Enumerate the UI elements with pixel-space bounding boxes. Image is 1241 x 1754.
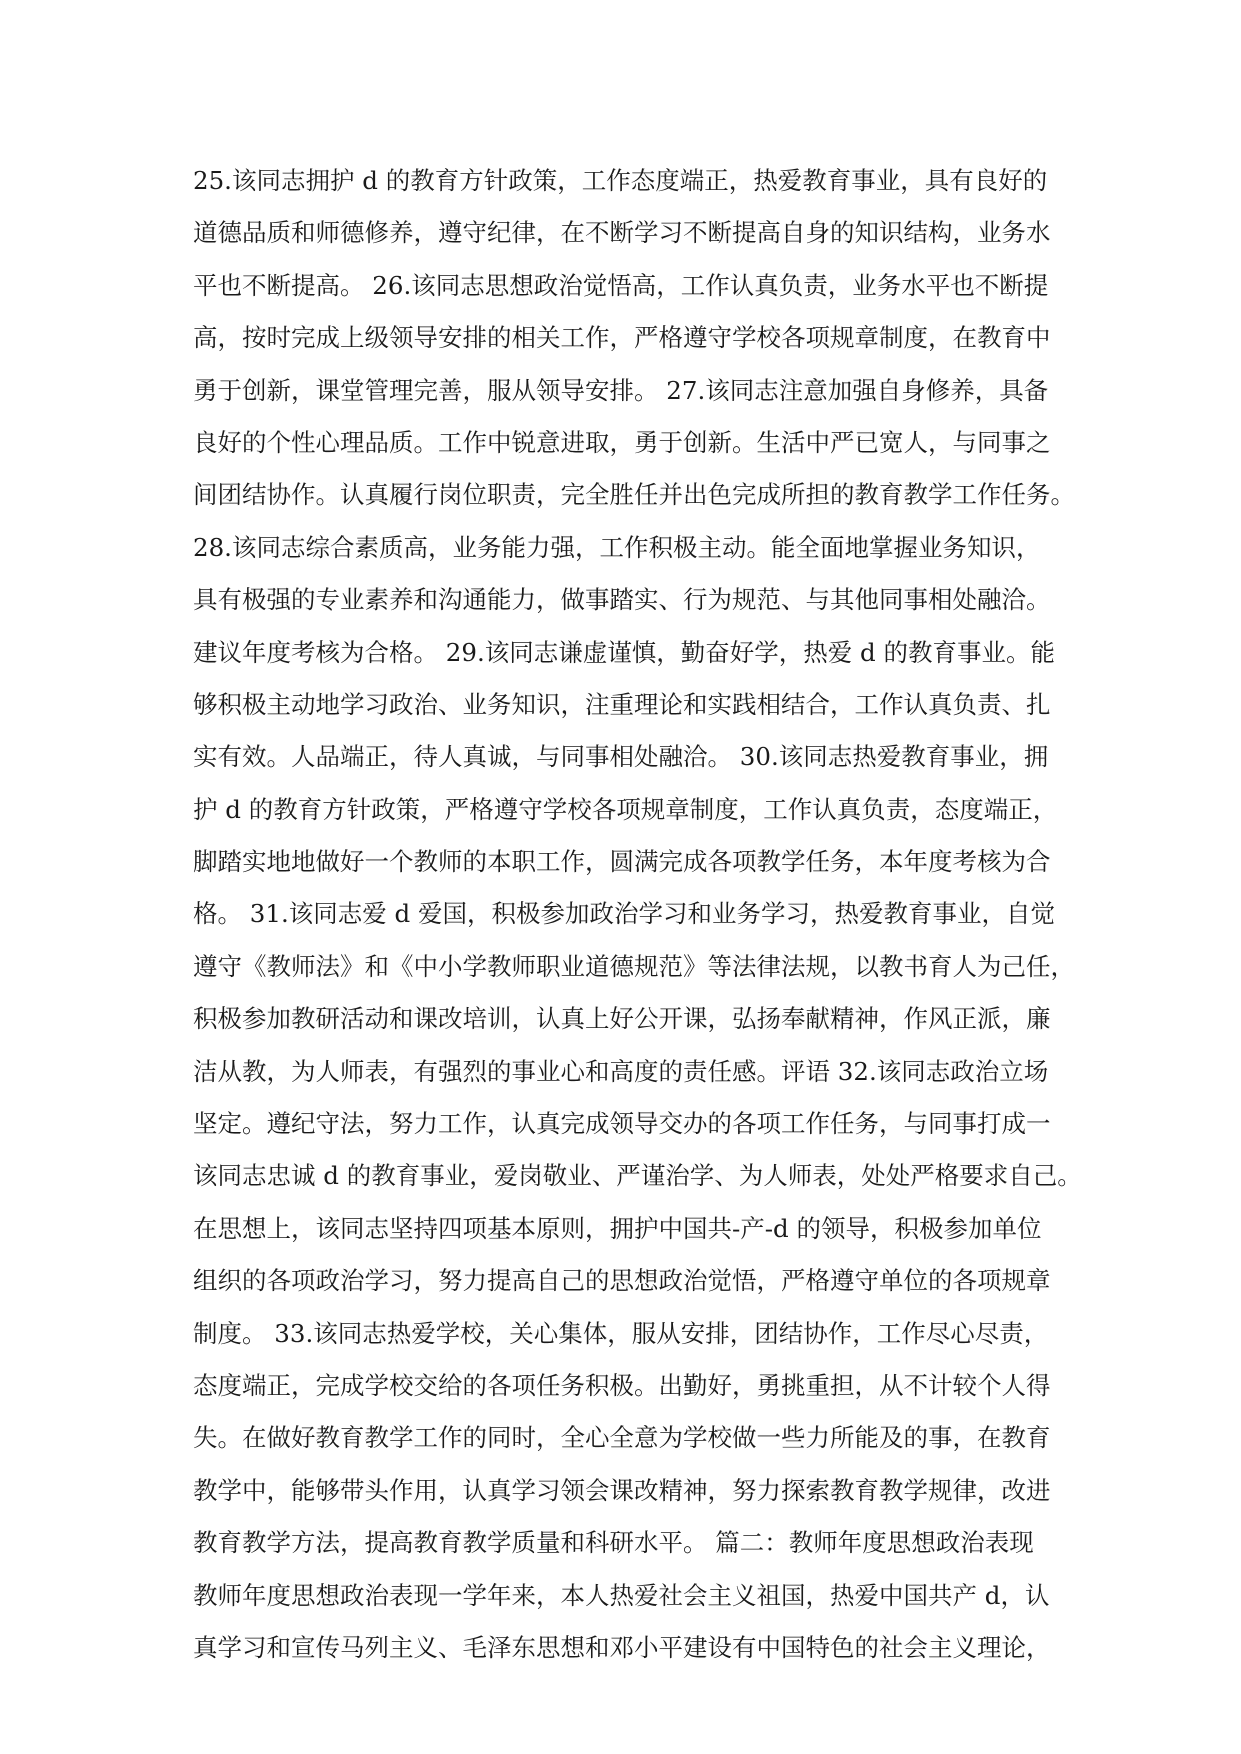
text-line: 坚定。遵纪守法，努力工作，认真完成领导交办的各项工作任务，与同事打成一 [193, 1109, 1051, 1139]
text-line: 教育教学方法，提高教育教学质量和科研水平。 篇二：教师年度思想政治表现 [193, 1528, 1034, 1558]
text-line: 间团结协作。认真履行岗位职责，完全胜任并出色完成所担的教育教学工作任务。 [193, 480, 1075, 510]
text-line: 在思想上，该同志坚持四项基本原则，拥护中国共-产-d 的领导，积极参加单位 [193, 1213, 1042, 1243]
text-line: 洁从教，为人师表，有强烈的事业心和高度的责任感。评语 32.该同志政治立场 [193, 1056, 1049, 1086]
text-line: 道德品质和师德修养，遵守纪律，在不断学习不断提高自身的知识结构，业务水 [193, 218, 1051, 248]
text-line: 28.该同志综合素质高，业务能力强，工作积极主动。能全面地掌握业务知识， [193, 532, 1041, 562]
text-line: 实有效。人品端正，待人真诚，与同事相处融洽。 30.该同志热爱教育事业，拥 [193, 742, 1049, 772]
text-line: 格。 31.该同志爱 d 爱国，积极参加政治学习和业务学习，热爱教育事业，自觉 [193, 899, 1056, 929]
text-line: 教师年度思想政治表现一学年来，本人热爱社会主义祖国，热爱中国共产 d，认 [193, 1580, 1050, 1610]
text-line: 平也不断提高。 26.该同志思想政治觉悟高，工作认真负责，业务水平也不断提 [193, 270, 1049, 300]
text-line: 积极参加教研活动和课改培训，认真上好公开课，弘扬奉献精神，作风正派，廉 [193, 1004, 1051, 1034]
text-line: 真学习和宣传马列主义、毛泽东思想和邓小平建设有中国特色的社会主义理论， [193, 1632, 1051, 1662]
text-line: 脚踏实地地做好一个教师的本职工作，圆满完成各项教学任务，本年度考核为合 [193, 847, 1051, 877]
text-line: 护 d 的教育方针政策，严格遵守学校各项规章制度，工作认真负责，态度端正， [193, 794, 1058, 824]
text-line: 25.该同志拥护 d 的教育方针政策，工作态度端正，热爱教育事业，具有良好的 [193, 166, 1048, 195]
text-line: 遵守《教师法》和《中小学教师职业道德规范》等法律法规，以教书育人为己任， [193, 951, 1075, 981]
text-line: 该同志忠诚 d 的教育事业，爱岗敬业、严谨治学、为人师表，处处严格要求自己。 [193, 1161, 1082, 1191]
text-line: 失。在做好教育教学工作的同时，全心全意为学校做一些力所能及的事，在教育 [193, 1423, 1051, 1453]
text-line: 建议年度考核为合格。 29.该同志谦虚谨慎，勤奋好学，热爱 d 的教育事业。能 [193, 637, 1056, 667]
text-line: 具有极强的专业素养和沟通能力，做事踏实、行为规范、与其他同事相处融洽。 [193, 585, 1051, 615]
body-text [193, 155, 1082, 1674]
text-line: 组织的各项政治学习，努力提高自己的思想政治觉悟，严格遵守单位的各项规章 [193, 1266, 1051, 1296]
text-line: 制度。 33.该同志热爱学校，关心集体，服从安排，团结协作，工作尽心尽责， [193, 1318, 1049, 1348]
text-line: 态度端正，完成学校交给的各项任务积极。出勤好，勇挑重担，从不计较个人得 [193, 1370, 1051, 1400]
text-line: 够积极主动地学习政治、业务知识，注重理论和实践相结合，工作认真负责、扎 [193, 689, 1051, 719]
text-line: 勇于创新，课堂管理完善，服从领导安排。 27.该同志注意加强自身修养，具备 [193, 375, 1049, 405]
text-line: 高，按时完成上级领导安排的相关工作，严格遵守学校各项规章制度，在教育中 [193, 323, 1051, 353]
text-line: 教学中，能够带头作用，认真学习领会课改精神，努力探索教育教学规律，改进 [193, 1475, 1051, 1505]
text-line: 良好的个性心理品质。工作中锐意进取，勇于创新。生活中严已宽人，与同事之 [193, 427, 1051, 457]
